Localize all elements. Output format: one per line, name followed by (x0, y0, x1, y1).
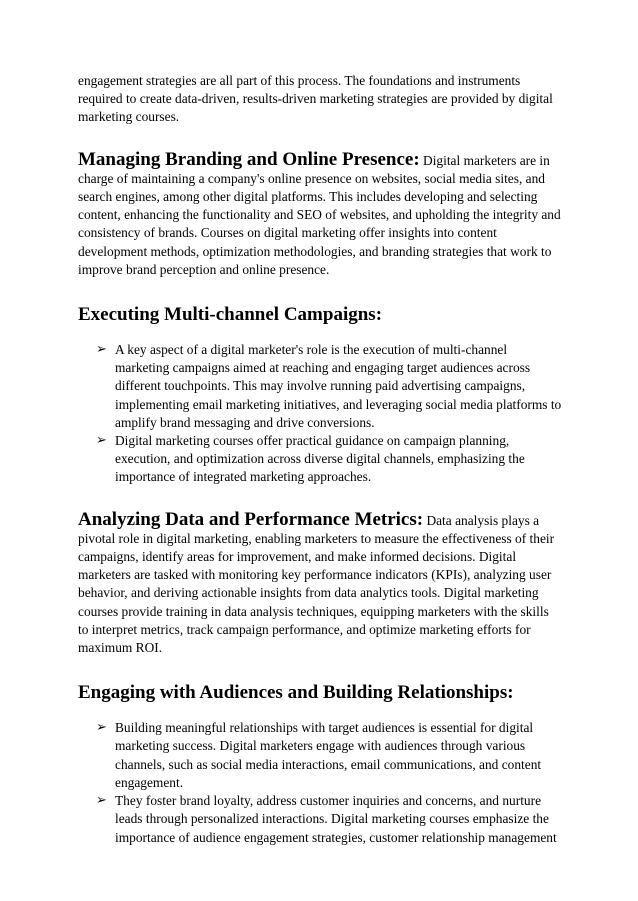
list-item (78, 719, 562, 792)
branding-body: Digital marketers are in charge of maintaining a company's online presence on websites, social media sites, and search engines, among other digital platforms. This includes developing and selecting content, enhancing the functionality and SEO of websites, and upholding the integrity and consistency of brands. Courses on digital marketing offer insights into content development methods, optimization methodologies, and branding strategies that work to improve brand perception and online presence. (78, 152, 561, 277)
list-item-text: Digital marketing courses offer practical guidance on campaign planning, execution, and optimization across diverse digital channels, emphasizing the importance of integrated marketing approaches. (115, 433, 525, 485)
list-item (78, 792, 562, 847)
list-item-text: They foster brand loyalty, address customer inquiries and concerns, and nurture leads through personalized interactions. Digital marketing courses emphasize the importance of audience engagement strategies, customer relationship management (115, 793, 557, 845)
arrow-bullet-icon: ➢ (96, 433, 107, 449)
arrow-bullet-icon: ➢ (96, 720, 107, 736)
list-item-text: A key aspect of a digital marketer's role is the execution of multi-channel marketing campaigns aimed at reaching and engaging target audiences across different touchpoints. This may involve running paid advertising campaigns, implementing email marketing initiatives, and leveraging social media platforms to amplify brand messaging and drive conversions. (115, 342, 562, 430)
document-page (78, 72, 562, 847)
analytics-heading: Analyzing Data and Performance Metrics: (78, 508, 424, 530)
intro-paragraph: engagement strategies are all part of this process. The foundations and instruments required to create data-driven, results-driven marketing strategies are provided by digital marketing courses. (78, 73, 553, 125)
audiences-heading: Engaging with Audiences and Building Relationships: (78, 682, 514, 704)
branding-heading: Managing Branding and Online Presence: (78, 148, 420, 170)
campaigns-heading: Executing Multi-channel Campaigns: (78, 304, 383, 326)
list-item (78, 432, 562, 487)
list-item-text: Building meaningful relationships with target audiences is essential for digital marketing success. Digital marketers engage with audiences through various channels, such as social media interactions, email communications, and content engagement. (115, 720, 542, 790)
arrow-bullet-icon: ➢ (96, 342, 107, 358)
list-item (78, 341, 562, 432)
audiences-list (78, 719, 562, 846)
campaigns-list (78, 341, 562, 487)
arrow-bullet-icon: ➢ (96, 793, 107, 809)
analytics-body: Data analysis plays a pivotal role in digital marketing, enabling marketers to measure the effectiveness of their campaigns, identify areas for improvement, and make informed decisions. Digital marketers are tasked with monitoring key performance indicators (KPIs), analyzing user behavior, and deriving actionable insights from data analytics tools. Digital marketing courses provide training in data analysis techniques, equipping marketers with the skills to interpret metrics, track campaign performance, and optimize marketing efforts for maximum ROI. (78, 512, 555, 656)
